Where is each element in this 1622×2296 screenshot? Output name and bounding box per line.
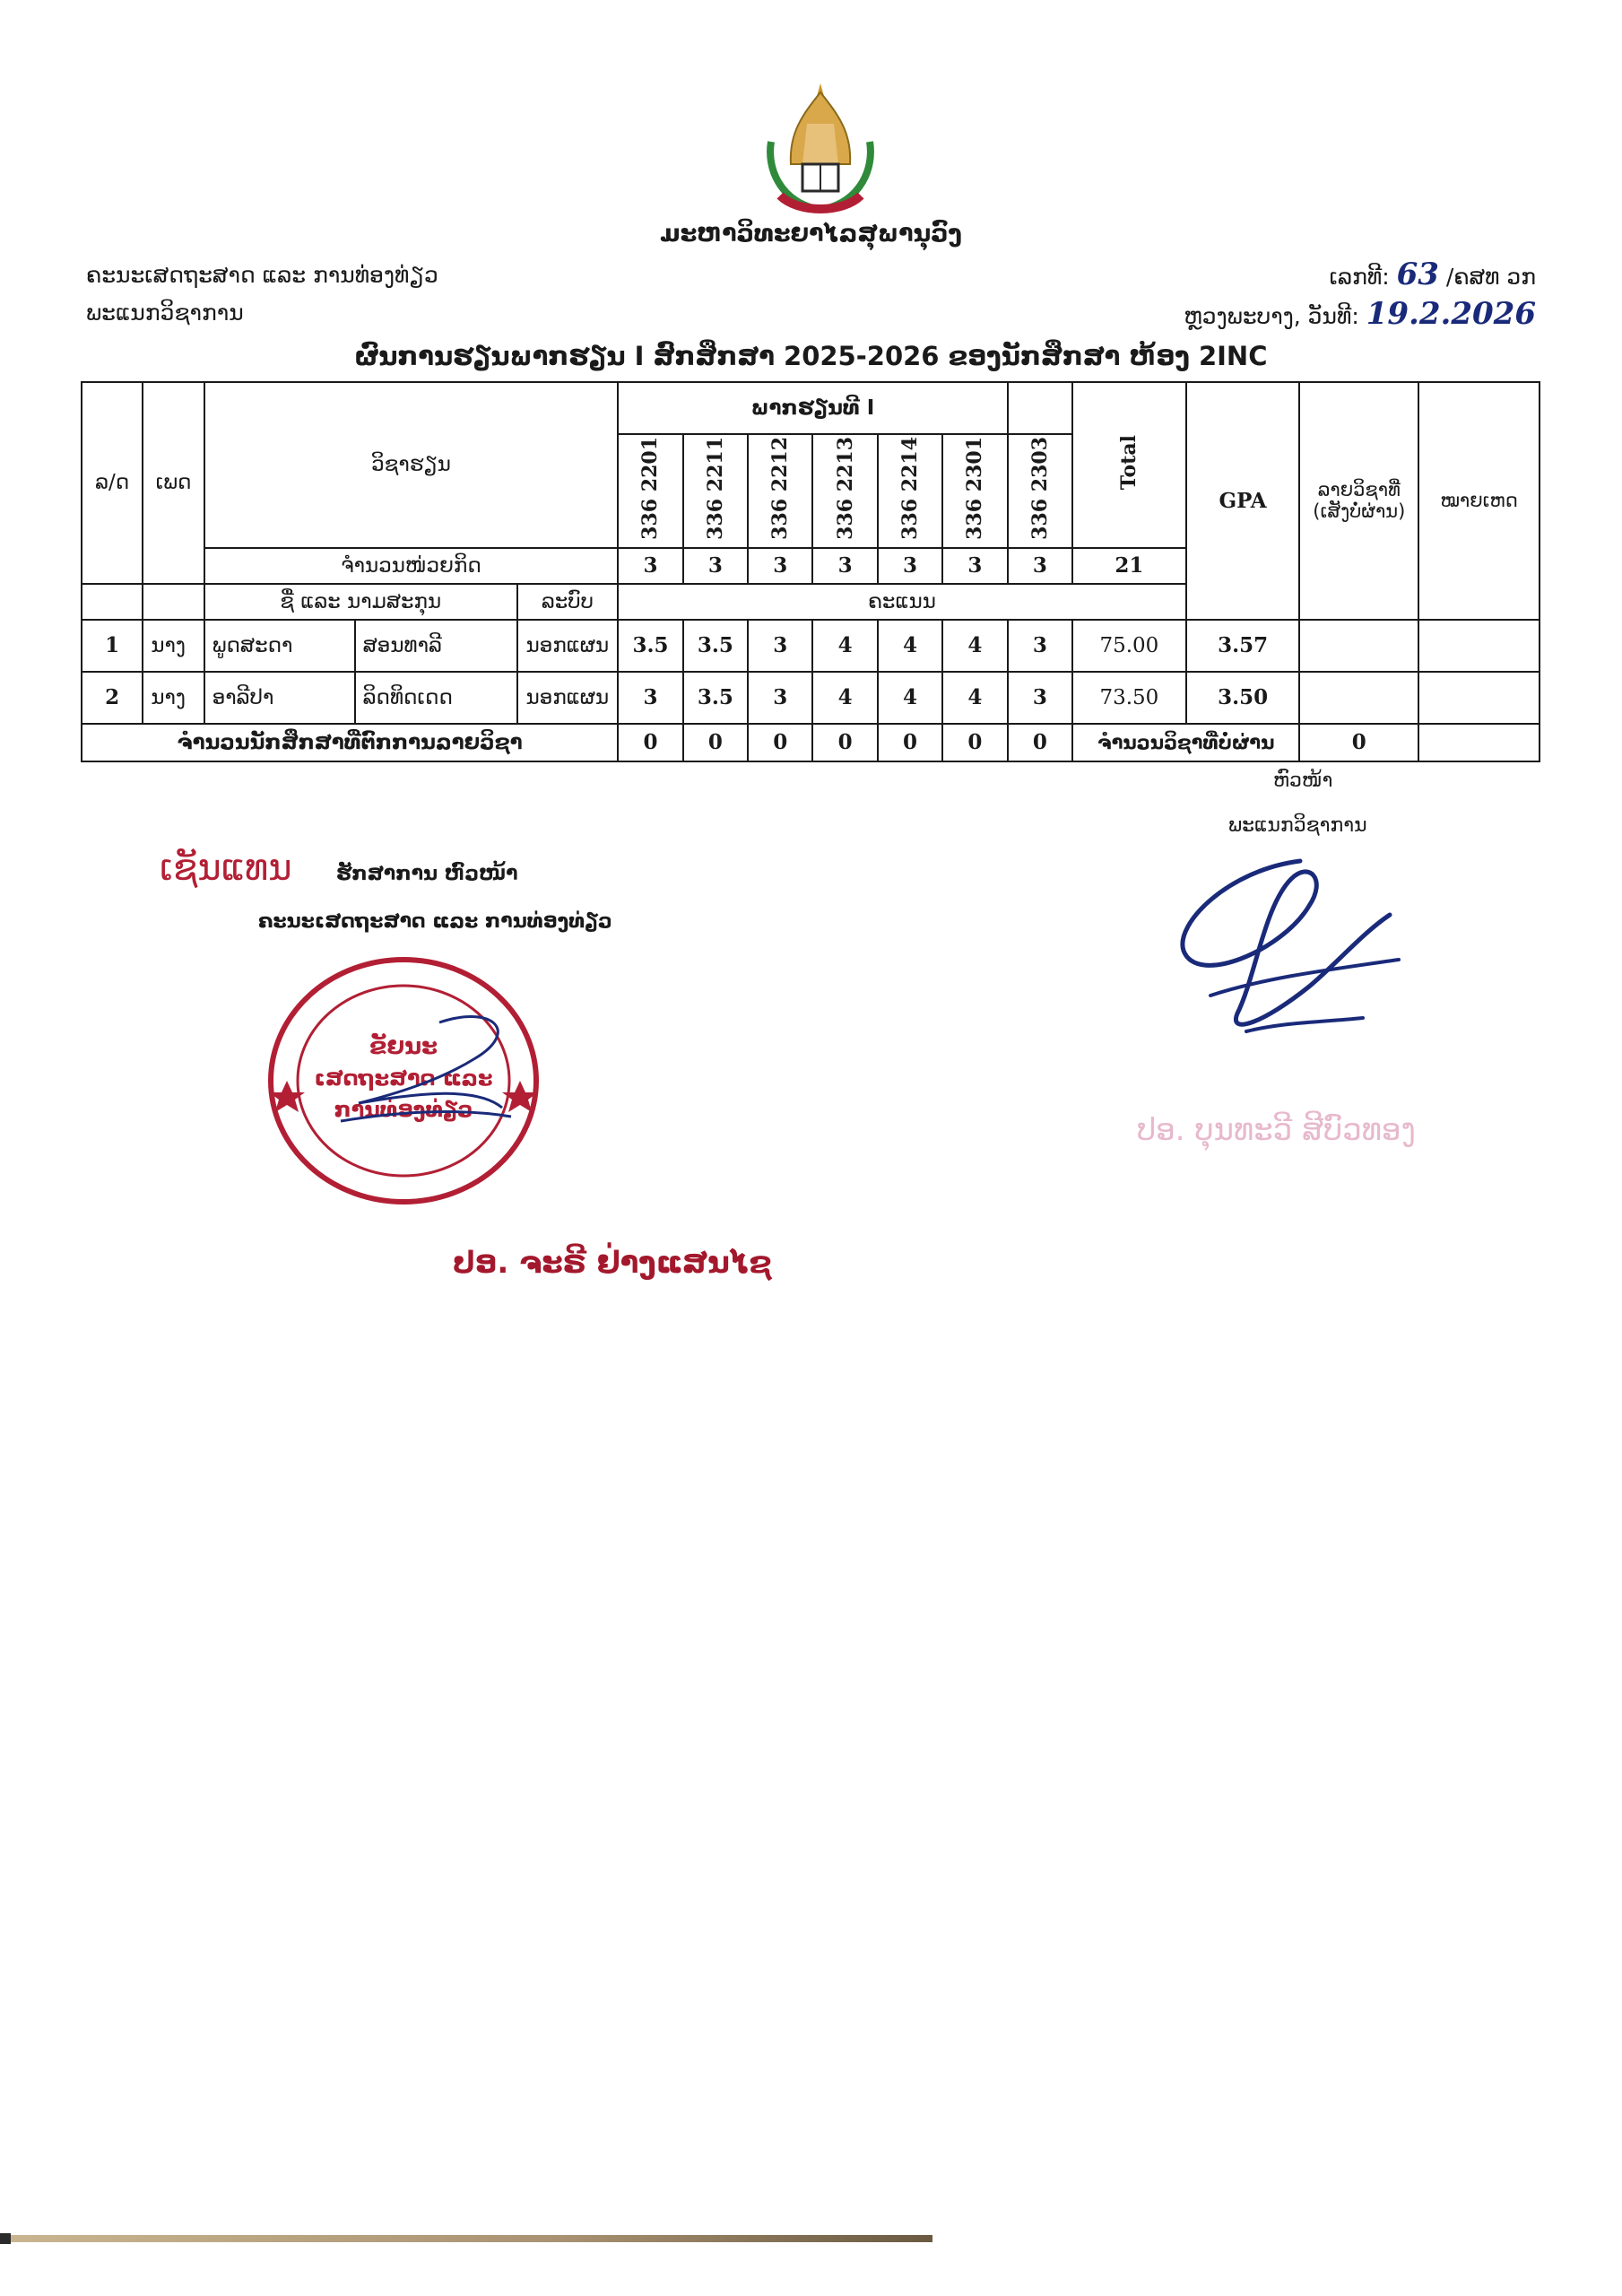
student-total: 75.00 [1072, 620, 1186, 672]
student-score: 3 [748, 620, 812, 672]
student-no: 2 [82, 672, 143, 724]
semester-header: ພາກຮຽນທີ I [618, 382, 1007, 434]
student-score: 3 [748, 672, 812, 724]
on-behalf-title: ເຊັນແທນ [160, 848, 292, 889]
col-gpa-header: GPA [1186, 382, 1300, 620]
scan-edge-divider [0, 2235, 932, 2242]
credit-value: 3 [1008, 548, 1072, 584]
document-title: ຜົນການຮຽນພາກຮຽນ I ສົກສຶກສາ 2025-2026 ຂອງນັກສຶກສາ ຫ້ອງ 2INC [354, 341, 1268, 371]
failed-count-value: 0 [1008, 724, 1072, 761]
student-score: 4 [878, 672, 942, 724]
col-gender-header: ເພດ [143, 382, 204, 584]
student-no: 1 [82, 620, 143, 672]
credit-value: 3 [748, 548, 812, 584]
student-program: ນອກແຜນ [517, 672, 619, 724]
student-gpa: 3.57 [1186, 620, 1300, 672]
date-label: ຫຼວງພະບາງ, ວັນທີ: [1184, 303, 1359, 329]
credit-value: 3 [878, 548, 942, 584]
student-first-name: ອາລີປາ [204, 672, 355, 724]
failed-count-label: ຈຳນວນນັກສຶກສາທີ່ຕົກການລາຍວິຊາ [82, 724, 618, 761]
student-score: 4 [878, 620, 942, 672]
left-signer-faculty: ຄະນະເສດຖະສາດ ແລະ ການທ່ອງທ່ຽວ [258, 910, 612, 933]
failed-count-value: 0 [748, 724, 812, 761]
date-line [1184, 296, 1536, 332]
course-code: 336 2201 [638, 437, 663, 540]
student-score: 3 [1008, 620, 1072, 672]
office-name: ພະແນກວິຊາການ [86, 300, 244, 326]
course-code: 336 2213 [833, 437, 857, 540]
course-code: 336 2212 [768, 437, 793, 540]
student-program: ນອກແຜນ [517, 620, 619, 672]
university-name: ມະຫາວິທະຍາໄລສຸພານຸວົງ [660, 220, 962, 248]
course-code-cell [1008, 434, 1072, 548]
course-code-cell [748, 434, 812, 548]
ref-label: ເລກທີ: [1329, 264, 1390, 290]
col-total-header [1072, 382, 1186, 548]
ref-suffix: /ຄສທ ວກ [1445, 264, 1536, 290]
faculty-name: ຄະນະເສດຖະສາດ ແລະ ການທ່ອງທ່ຽວ [86, 262, 438, 288]
col-subject-header: ວິຊາຮຽນ [204, 382, 619, 548]
student-score: 3.5 [618, 620, 682, 672]
student-score: 3 [618, 672, 682, 724]
failed-count-value: 0 [878, 724, 942, 761]
total-header-text: Total [1117, 434, 1141, 491]
course-code: 336 2303 [1028, 437, 1052, 540]
right-signer-name: ປອ. ບຸນທະວີ ສີບົວທອງ [1137, 1112, 1416, 1148]
student-failed-subjects [1299, 620, 1418, 672]
student-total: 73.50 [1072, 672, 1186, 724]
no-spacer [82, 584, 143, 620]
credits-label: ຈຳນວນໜ່ວຍກິດ [204, 548, 619, 584]
university-logo-icon [753, 79, 888, 222]
course-code-cell [812, 434, 877, 548]
ref-number-value: 63 [1396, 257, 1439, 292]
scan-edge-mark [0, 2233, 11, 2244]
grade-table [81, 381, 1540, 762]
student-score: 4 [942, 620, 1007, 672]
failed-count-value: 0 [812, 724, 877, 761]
handwritten-signature-icon [1157, 852, 1426, 1067]
score-header: ຄະແນນ [618, 584, 1186, 620]
credit-total: 21 [1072, 548, 1186, 584]
col-remark-header: ໝາຍເຫດ [1418, 382, 1540, 620]
col-no-header: ລ/ດ [82, 382, 143, 584]
left-signer-role: ຮັກສາການ ຫົວໜ້າ [336, 863, 518, 885]
student-score: 4 [942, 672, 1007, 724]
student-failed-subjects [1299, 672, 1418, 724]
date-value: 19.2.2026 [1366, 296, 1536, 332]
table-row [82, 672, 1540, 724]
failed-subjects-value: 0 [1299, 724, 1418, 761]
student-score: 4 [812, 672, 877, 724]
student-first-name: ພູດສະດາ [204, 620, 355, 672]
failed-count-value: 0 [618, 724, 682, 761]
failed-subjects-label: ຈຳນວນວິຊາທີ່ບໍ່ຜ່ານ [1072, 724, 1299, 761]
course-code-cell [942, 434, 1007, 548]
program-header: ລະບົບ [517, 584, 619, 620]
course-code-cell [683, 434, 748, 548]
course-code: 336 2301 [963, 437, 987, 540]
gender-spacer [143, 584, 204, 620]
official-stamp-icon [260, 951, 547, 1211]
name-header: ຊື່ ແລະ ນາມສະກຸນ [204, 584, 517, 620]
right-signer-role: ຫົວໜ້າ [1273, 770, 1333, 792]
student-score: 4 [812, 620, 877, 672]
col-failed-header: ລາຍວິຊາທີ່ (ເສັງບໍ່ຜ່ານ) [1299, 382, 1418, 620]
student-score: 3 [1008, 672, 1072, 724]
course-code: 336 2211 [703, 437, 727, 540]
student-remark [1418, 672, 1540, 724]
course-code: 336 2214 [898, 437, 922, 540]
left-signer-name: ປອ. ຈະຣີ ຢ່າງແສນໄຊ [453, 1245, 772, 1281]
course-code-cell [878, 434, 942, 548]
student-rows [82, 620, 1540, 724]
credit-value: 3 [812, 548, 877, 584]
failed-row-remark [1418, 724, 1540, 761]
svg-text:ຂັຍນະ: ຂັຍນະ [369, 1033, 438, 1060]
semester-header-spare [1008, 382, 1072, 434]
student-gpa: 3.50 [1186, 672, 1300, 724]
course-code-cell [618, 434, 682, 548]
credit-value: 3 [618, 548, 682, 584]
right-signer-office: ພະແນກວິຊາການ [1228, 814, 1367, 837]
student-last-name: ສອນທາລີ [355, 620, 517, 672]
failed-count-value: 0 [942, 724, 1007, 761]
student-last-name: ລິດທິດເດດ [355, 672, 517, 724]
student-remark [1418, 620, 1540, 672]
svg-text:ການທ່ອງທ່ຽວ: ການທ່ອງທ່ຽວ [334, 1097, 473, 1122]
student-score: 3.5 [683, 672, 748, 724]
credit-value: 3 [942, 548, 1007, 584]
table-row [82, 620, 1540, 672]
student-score: 3.5 [683, 620, 748, 672]
failed-count-value: 0 [683, 724, 748, 761]
student-gender: ນາງ [143, 672, 204, 724]
failed-count-row [82, 724, 1540, 761]
reference-number [1329, 257, 1536, 292]
svg-text:ເສດຖະສາດ ແລະ: ເສດຖະສາດ ແລະ [314, 1065, 493, 1091]
credit-value: 3 [683, 548, 748, 584]
student-gender: ນາງ [143, 620, 204, 672]
